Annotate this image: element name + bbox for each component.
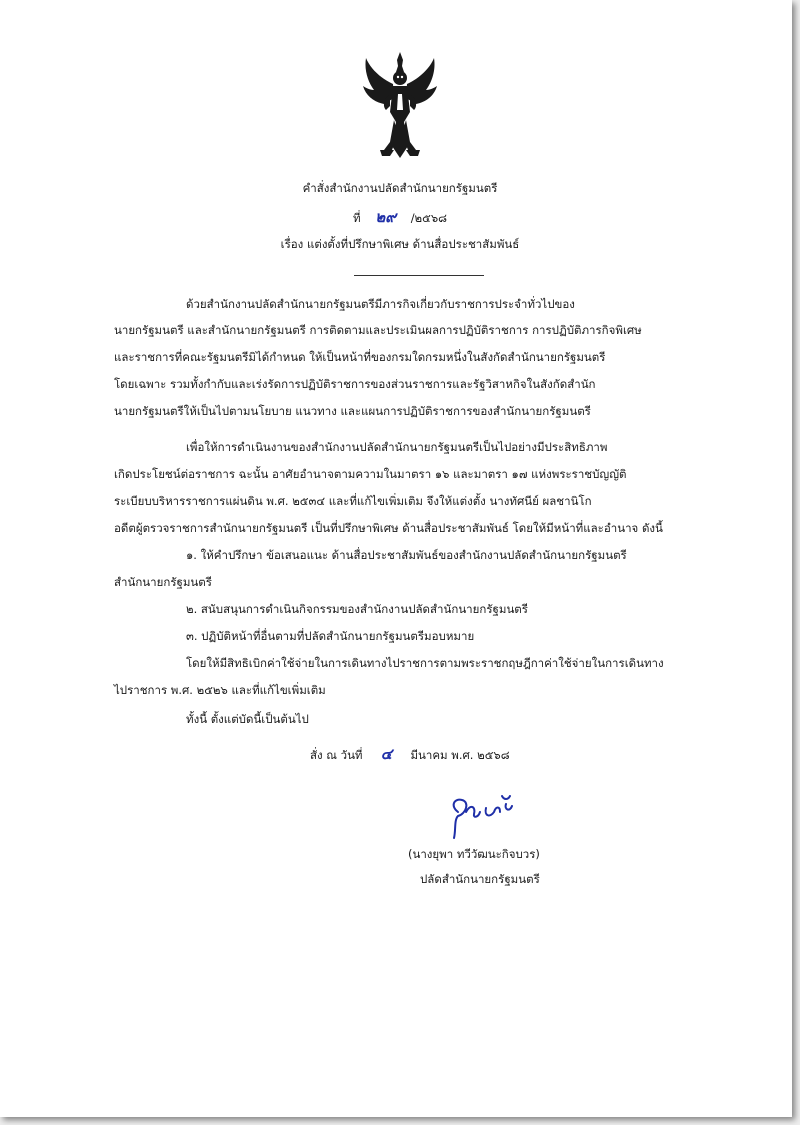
number-suffix: /๒๕๖๘ — [410, 211, 448, 225]
signing-prefix: สั่ง ณ วันที่ — [310, 748, 363, 762]
signature-icon — [440, 790, 530, 840]
duty-item-3: ๓. ปฏิบัติหน้าที่อื่นตามที่ปลัดสำนักนายกรัฐมนตรีมอบหมาย — [186, 629, 475, 643]
divider — [354, 275, 484, 276]
para2-line: เพื่อให้การดำเนินงานของสำนักงานปลัดสำนักนายกรัฐมนตรีเป็นไปอย่างมีประสิทธิภาพ — [186, 440, 608, 454]
order-subject: เรื่อง แต่งตั้งที่ปรึกษาพิเศษ ด้านสื่อประชาสัมพันธ์ — [280, 237, 520, 251]
para3-line: ไปราชการ พ.ศ. ๒๕๒๖ และที่แก้ไขเพิ่มเติม — [114, 683, 326, 697]
para1-line: ด้วยสำนักงานปลัดสำนักนายกรัฐมนตรีมีภารกิจเกี่ยวกับราชการประจำทั่วไปของ — [186, 297, 575, 311]
effective-clause: ทั้งนี้ ตั้งแต่บัดนี้เป็นต้นไป — [186, 712, 309, 726]
para2-line: อดีตผู้ตรวจราชการสำนักนายกรัฐมนตรี เป็นที่ปรึกษาพิเศษ ด้านสื่อประชาสัมพันธ์ โดยให้มีหน้าที่และอำนาจ ดังนี้ — [114, 521, 663, 535]
handwritten-day: ๔ — [380, 745, 393, 763]
para1-line: นายกรัฐมนตรีให้เป็นไปตามนโยบาย แนวทาง และแผนการปฏิบัติราชการของสำนักนายกรัฐมนตรี — [114, 404, 591, 418]
signing-month-year: มีนาคม พ.ศ. ๒๕๖๘ — [410, 748, 510, 762]
duty-item-2: ๒. สนับสนุนการดำเนินกิจกรรมของสำนักงานปลัดสำนักนายกรัฐมนตรี — [186, 602, 528, 616]
order-number — [0, 205, 800, 229]
garuda-emblem-icon — [360, 50, 440, 170]
signatory-name: (นางยุพา ทวีวัฒนะกิจบวร) — [408, 847, 540, 861]
para2-line: ระเบียบบริหารราชการแผ่นดิน พ.ศ. ๒๕๓๔ และที่แก้ไขเพิ่มเติม จึงให้แต่งตั้ง นางทัศนีย์ ผลชานิโก — [114, 494, 592, 508]
duty-item-1: ๑. ให้คำปรึกษา ข้อเสนอแนะ ด้านสื่อประชาสัมพันธ์ของสำนักงานปลัดสำนักนายกรัฐมนตรี — [186, 548, 627, 562]
number-prefix: ที่ — [352, 211, 361, 225]
signatory-title: ปลัดสำนักนายกรัฐมนตรี — [420, 872, 540, 886]
para1-line: และราชการที่คณะรัฐมนตรีมิได้กำหนด ให้เป็นหน้าที่ของกรมใดกรมหนึ่งในสังกัดสำนักนายกรัฐมนตรี — [114, 350, 606, 364]
duty-item-1-cont: สำนักนายกรัฐมนตรี — [114, 575, 212, 589]
order-title: คำสั่งสำนักงานปลัดสำนักนายกรัฐมนตรี — [302, 181, 498, 195]
para1-line: โดยเฉพาะ รวมทั้งกำกับและเร่งรัดการปฏิบัติราชการของส่วนราชการและรัฐวิสาหกิจในสังกัดสำนัก — [114, 377, 596, 391]
para1-line: นายกรัฐมนตรี และสำนักนายกรัฐมนตรี การติดตามและประเมินผลการปฏิบัติราชการ การปฏิบัติภารกิจพิเศษ — [114, 323, 642, 337]
para3-line: โดยให้มีสิทธิเบิกค่าใช้จ่ายในการเดินทางไปราชการตามพระราชกฤษฎีกาค่าใช้จ่ายในการเดินทาง — [186, 656, 664, 670]
handwritten-number: ๒๙ — [375, 208, 397, 226]
para2-line: เกิดประโยชน์ต่อราชการ ฉะนั้น อาศัยอำนาจตามความในมาตรา ๑๖ และมาตรา ๑๗ แห่งพระราชบัญญัติ — [114, 467, 627, 481]
signing-date — [310, 742, 510, 766]
